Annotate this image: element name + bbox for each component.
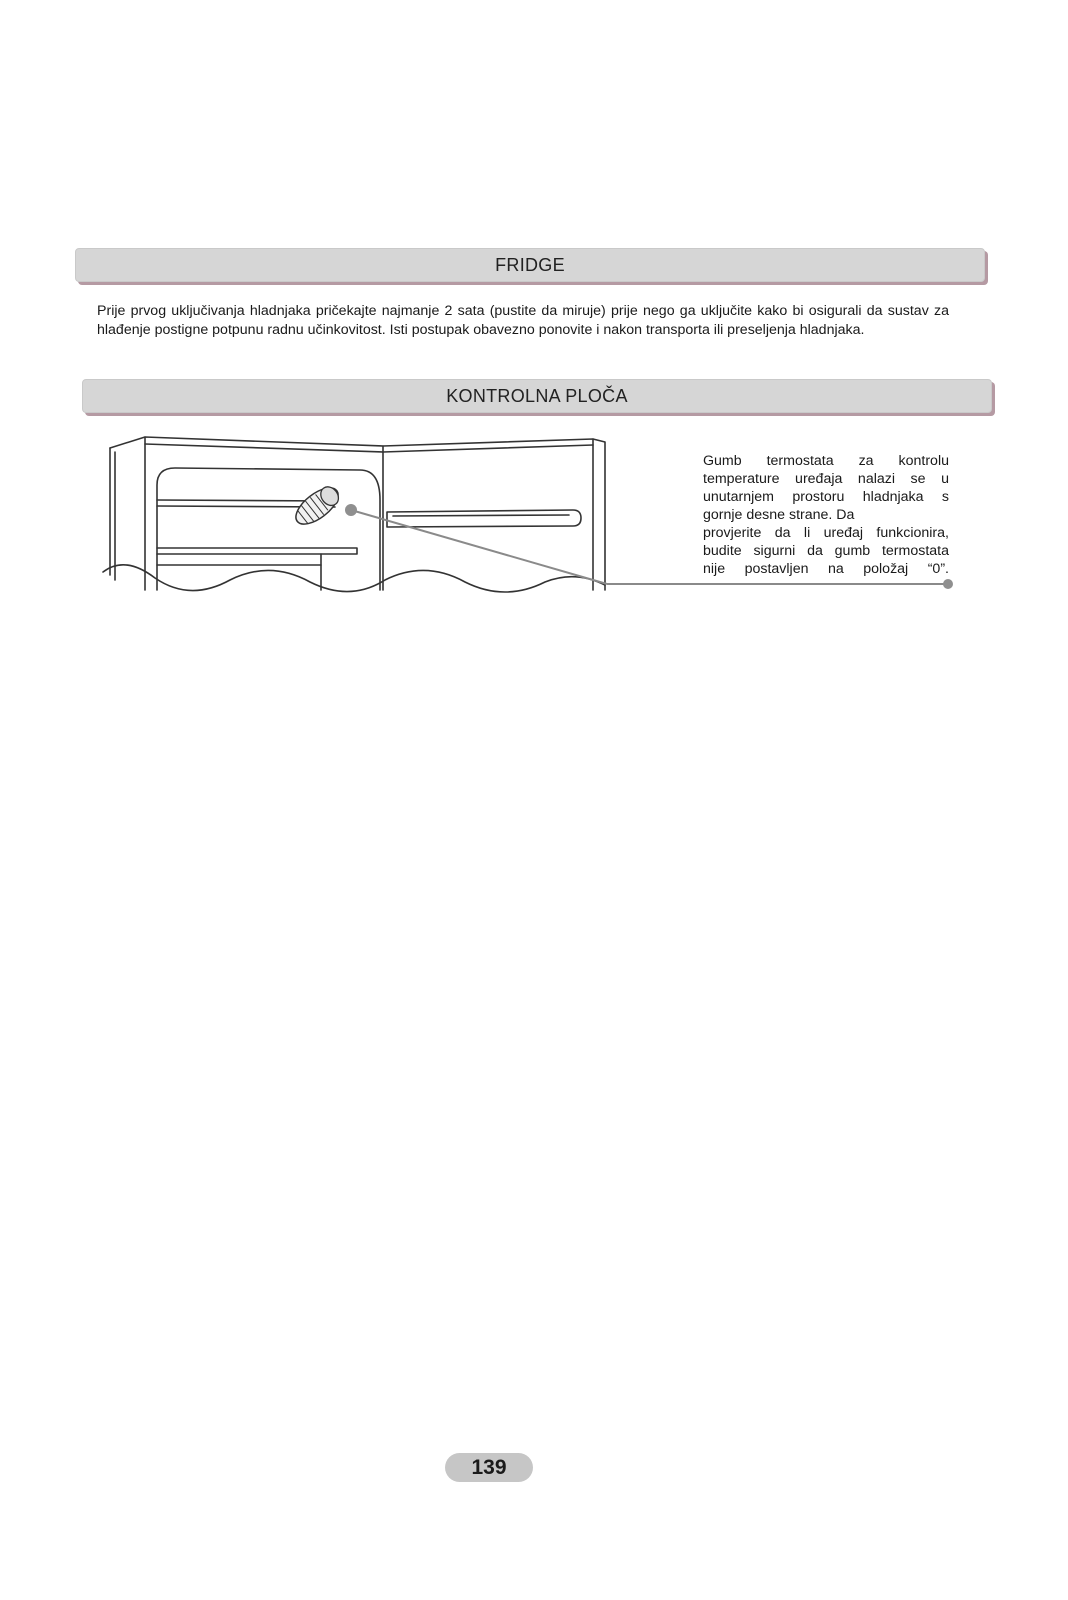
- note-line: gornje desne strane. Da: [703, 507, 855, 523]
- note-line: provjerite da li uređaj funkcionira,: [703, 525, 949, 541]
- section-title-fridge: FRIDGE: [495, 254, 565, 275]
- note-line: nije postavljen na položaj “0”.: [703, 561, 949, 577]
- note-line: budite sigurni da gumb termostata: [703, 543, 949, 559]
- intro-paragraph: Prije prvog uključivanja hladnjaka pričekajte najmanje 2 sata (pustite da miruje) prije nego ga uključite kako bi osigurali da sustav za hlađenje postigne potpunu radnu učinkovitost. Isti postupak obavezno ponovite i nakon transporta ili preseljenja hladnjaka.: [97, 303, 949, 338]
- page-number: 139: [471, 1455, 507, 1479]
- section-header-fridge: [75, 248, 985, 282]
- note-line: Gumb termostata za kontrolu: [703, 453, 949, 469]
- section-title-control-panel: KONTROLNA PLOČA: [446, 385, 628, 406]
- note-line: unutarnjem prostoru hladnjaka s: [703, 489, 949, 505]
- page-number-badge: [445, 1453, 533, 1482]
- thermostat-note: [703, 452, 949, 578]
- section-header-control-panel: [82, 379, 992, 413]
- note-line: temperature uređaja nalazi se u: [703, 471, 949, 487]
